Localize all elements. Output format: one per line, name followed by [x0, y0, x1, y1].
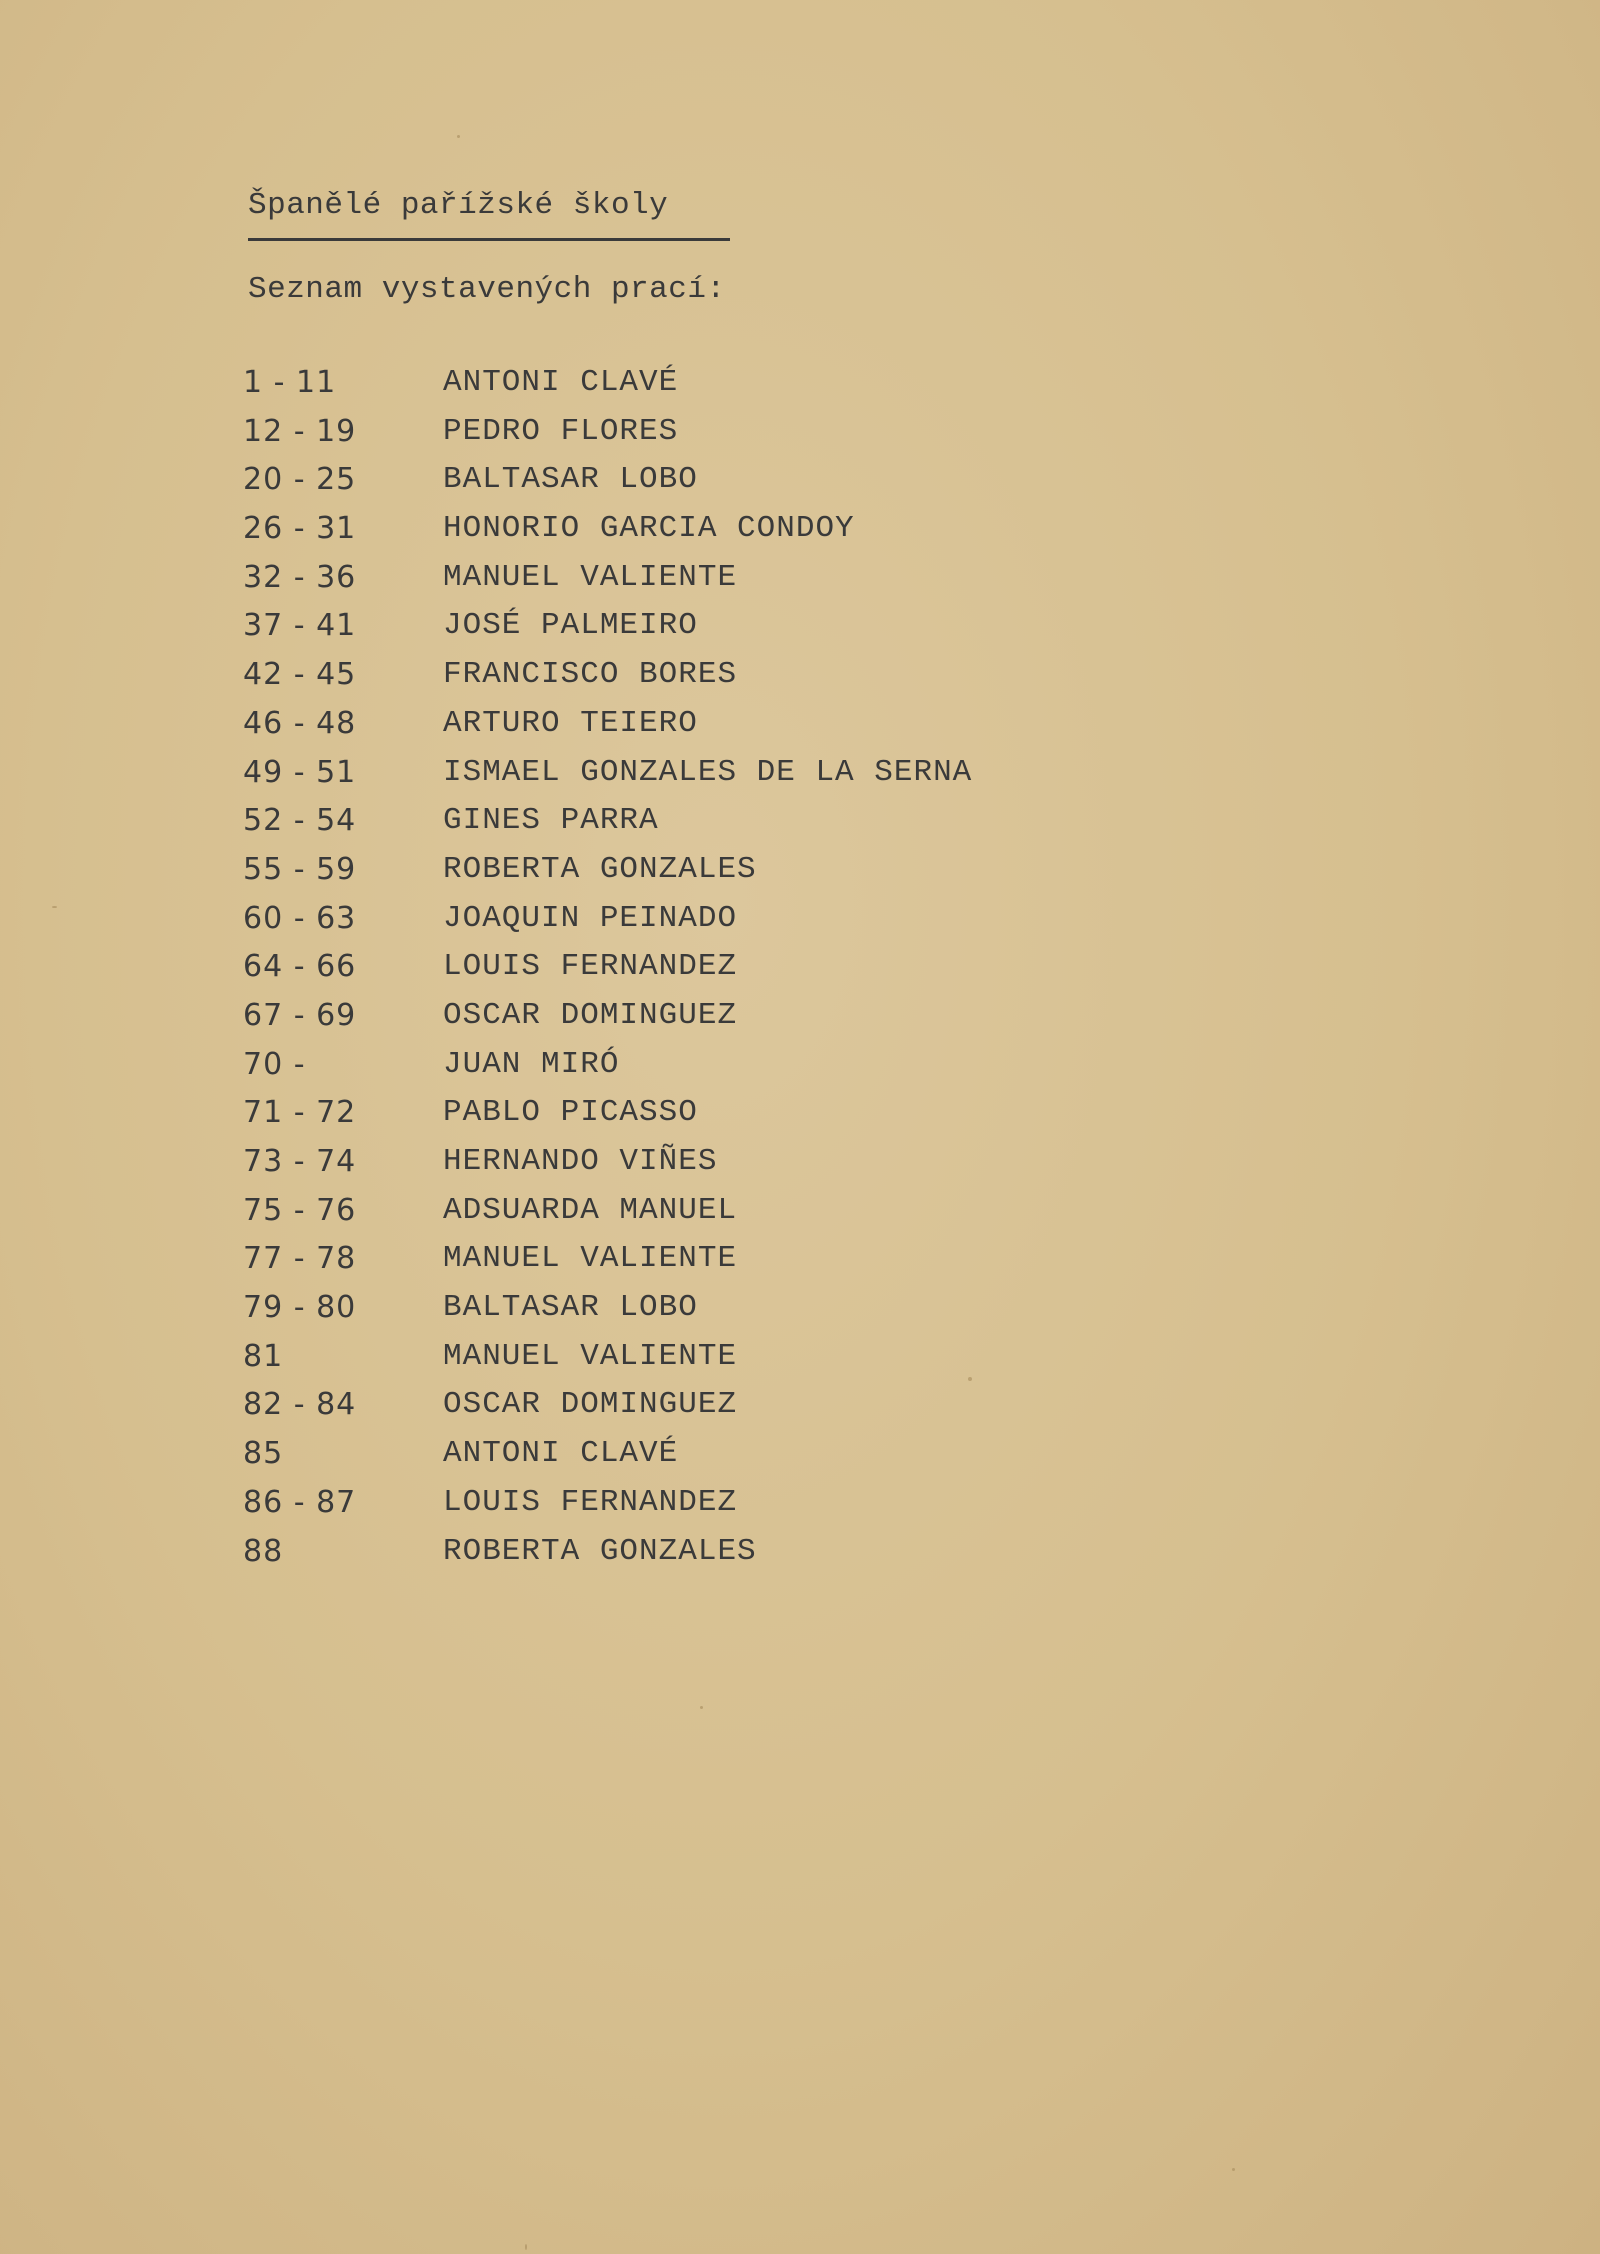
- list-item: [243, 1095, 1443, 1144]
- artist-name: BALTASAR LOBO: [443, 462, 698, 498]
- paper-speck: [968, 1377, 972, 1381]
- list-item: [243, 511, 1443, 560]
- artist-name: FRANCISCO BORES: [443, 657, 738, 693]
- artist-name: ADSUARDA MANUEL: [443, 1192, 738, 1228]
- list-item: [243, 706, 1443, 755]
- list-item: [243, 365, 1443, 414]
- catalog-number-range: 20 - 25: [243, 462, 357, 498]
- paper-speck: [1232, 2168, 1235, 2171]
- catalog-number-range: 86 - 87: [243, 1484, 357, 1520]
- artist-name: OSCAR DOMINGUEZ: [443, 997, 738, 1033]
- artist-name: JOSÉ PALMEIRO: [443, 608, 698, 644]
- artist-name: PEDRO FLORES: [443, 413, 679, 449]
- catalog-number-range: 79 - 80: [243, 1290, 357, 1326]
- list-item: [243, 1387, 1443, 1436]
- catalog-number-range: 75 - 76: [243, 1192, 357, 1228]
- list-item: [243, 608, 1443, 657]
- paper-speck: [52, 906, 57, 908]
- artist-name: LOUIS FERNANDEZ: [443, 949, 738, 985]
- catalog-number-range: 77 - 78: [243, 1241, 357, 1277]
- artist-name: MANUEL VALIENTE: [443, 1241, 738, 1277]
- catalog-number-range: 26 - 31: [243, 511, 357, 547]
- list-item: [243, 755, 1443, 804]
- document-subtitle: Seznam vystavených prací:: [248, 272, 726, 307]
- catalog-number-range: 55 - 59: [243, 851, 357, 887]
- artist-name: OSCAR DOMINGUEZ: [443, 1387, 738, 1423]
- catalog-number-range: 70 -: [243, 1046, 306, 1082]
- catalog-number-range: 81: [243, 1338, 284, 1374]
- artist-name: JOAQUIN PEINADO: [443, 900, 738, 936]
- paper-speck: [457, 135, 460, 138]
- artist-name: HERNANDO VIÑES: [443, 1144, 718, 1179]
- catalog-number-range: 60 - 63: [243, 900, 357, 936]
- catalog-number-range: 46 - 48: [243, 705, 357, 741]
- catalog-number-range: 1 - 11: [243, 365, 337, 400]
- list-item: [243, 901, 1443, 950]
- list-item: [243, 560, 1443, 609]
- catalog-number-range: 67 - 69: [243, 997, 357, 1033]
- list-item: [243, 1144, 1443, 1193]
- catalog-number-range: 64 - 66: [243, 949, 357, 985]
- artist-name: ISMAEL GONZALES DE LA SERNA: [443, 754, 973, 790]
- artist-name: ANTONI CLAVÉ: [443, 1436, 679, 1472]
- title-underline: [248, 238, 730, 241]
- document-title: Španělé pařížské školy: [248, 188, 669, 223]
- catalog-number-range: 32 - 36: [243, 559, 357, 595]
- artist-name: BALTASAR LOBO: [443, 1290, 698, 1326]
- artist-name: ANTONI CLAVÉ: [443, 365, 679, 400]
- list-item: [243, 462, 1443, 511]
- catalog-number-range: 73 - 74: [243, 1144, 357, 1179]
- exhibited-works-list: [243, 365, 1443, 1582]
- paper-speck: [525, 2244, 527, 2250]
- catalog-number-range: 71 - 72: [243, 1095, 357, 1131]
- catalog-number-range: 12 - 19: [243, 413, 357, 449]
- paper-speck: [700, 1706, 703, 1709]
- catalog-number-range: 52 - 54: [243, 803, 357, 839]
- catalog-number-range: 85: [243, 1436, 284, 1472]
- artist-name: ROBERTA GONZALES: [443, 1533, 757, 1569]
- list-item: [243, 998, 1443, 1047]
- artist-name: LOUIS FERNANDEZ: [443, 1484, 738, 1520]
- list-item: [243, 1534, 1443, 1583]
- artist-name: ARTURO TEIERO: [443, 705, 698, 741]
- artist-name: ROBERTA GONZALES: [443, 851, 757, 887]
- list-item: [243, 1241, 1443, 1290]
- artist-name: PABLO PICASSO: [443, 1095, 698, 1131]
- catalog-number-range: 37 - 41: [243, 608, 357, 644]
- catalog-number-range: 42 - 45: [243, 657, 357, 693]
- artist-name: GINES PARRA: [443, 803, 659, 839]
- list-item: [243, 1290, 1443, 1339]
- list-item: [243, 414, 1443, 463]
- artist-name: HONORIO GARCIA CONDOY: [443, 511, 855, 547]
- list-item: [243, 1436, 1443, 1485]
- list-item: [243, 949, 1443, 998]
- list-item: [243, 1339, 1443, 1388]
- list-item: [243, 803, 1443, 852]
- catalog-number-range: 82 - 84: [243, 1387, 357, 1423]
- list-item: [243, 852, 1443, 901]
- artist-name: MANUEL VALIENTE: [443, 1338, 738, 1374]
- artist-name: MANUEL VALIENTE: [443, 559, 738, 595]
- list-item: [243, 1047, 1443, 1096]
- catalog-number-range: 88: [243, 1533, 284, 1569]
- list-item: [243, 1485, 1443, 1534]
- catalog-number-range: 49 - 51: [243, 754, 357, 790]
- artist-name: JUAN MIRÓ: [443, 1046, 620, 1082]
- list-item: [243, 657, 1443, 706]
- list-item: [243, 1193, 1443, 1242]
